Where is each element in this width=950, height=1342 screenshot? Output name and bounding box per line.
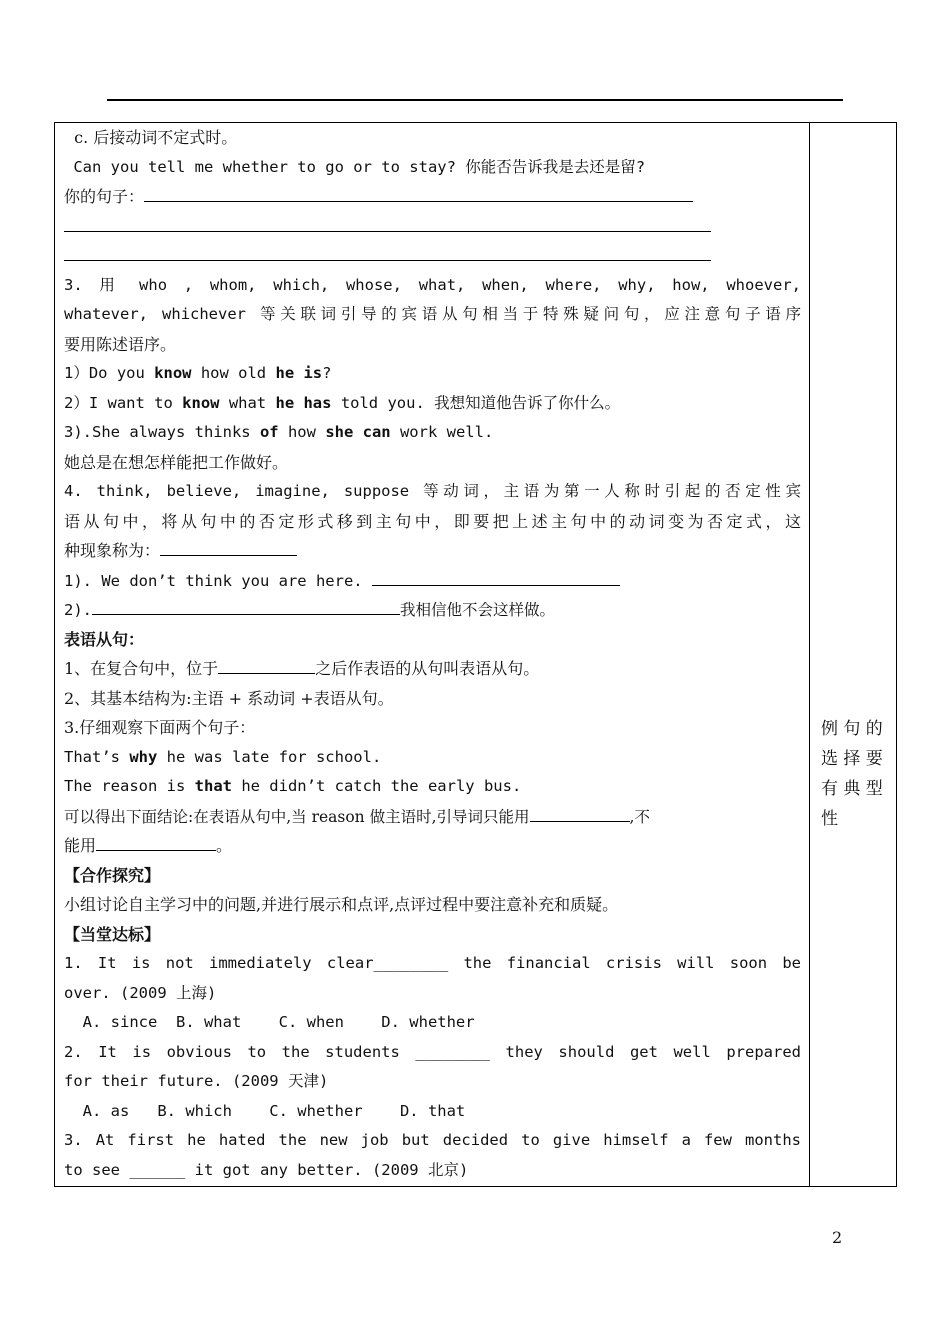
- text-line: 能用 。: [64, 831, 801, 861]
- side-note-line: 选 择 要: [821, 749, 883, 769]
- answer-blank[interactable]: [64, 212, 711, 232]
- text-line: to see ______ it got any better. (2009 北京): [64, 1160, 469, 1179]
- text-line: 4. think, believe, imagine, suppose 等动词，主语为第一人称时引起的否定性宾: [64, 482, 801, 500]
- question-2-options: A. as B. which C. whether D. that: [64, 1101, 466, 1120]
- side-note-line: 例 句 的: [821, 719, 883, 739]
- side-note: [821, 714, 889, 834]
- text-line: 2、其基本结构为:主语 + 系动词 +表语从句。: [64, 688, 394, 708]
- side-note-line: 有 典 型: [821, 779, 883, 799]
- answer-blank[interactable]: [218, 654, 315, 674]
- text-line: 1）Do you know how old he is?: [64, 364, 332, 382]
- text-line: 种现象称为：: [64, 536, 801, 566]
- answer-blank[interactable]: [64, 241, 711, 261]
- text-line: 2). 我相信他不会这样做。: [64, 595, 801, 625]
- text-line: 可以得出下面结论:在表语从句中,当 reason 做主语时,引导词只能用 ,不: [64, 802, 801, 832]
- text-line: 3.仔细观察下面两个句子：: [64, 718, 256, 737]
- question-2: 2. It is obvious to the students ________ they should get well prepared: [64, 1042, 801, 1061]
- text-line: 语从句中，将从句中的否定形式移到主句中，即要把上述主句中的动词变为否定式，这: [64, 511, 801, 531]
- answer-line[interactable]: [64, 212, 801, 242]
- answer-blank[interactable]: [160, 536, 297, 556]
- section-heading: 表语从句：: [64, 629, 145, 649]
- page-number: 2: [832, 1228, 843, 1247]
- text-line: 小组讨论自主学习中的问题,并进行展示和点评,点评过程中要注意补充和质疑。: [64, 895, 619, 914]
- text-line: 她总是在想怎样能把工作做好。: [64, 452, 289, 472]
- answer-blank[interactable]: [96, 831, 216, 851]
- header-rule: [107, 99, 843, 101]
- text-line: 3. 用 who , whom, which, whose, what, when, where, why, how, whoever,: [64, 275, 801, 294]
- answer-blank[interactable]: [92, 595, 400, 615]
- text-line: 1、在复合句中，位于 之后作表语的从句叫表语从句。: [64, 654, 801, 684]
- text-line: 你的句子：: [64, 182, 801, 212]
- section-heading: 【合作探究】: [64, 865, 161, 885]
- text-line: The reason is that he didn’t catch the early bus.: [64, 777, 522, 795]
- text-line: That’s why he was late for school.: [64, 747, 382, 766]
- text-line: c. 后接动词不定式时。: [64, 128, 238, 147]
- answer-line[interactable]: [64, 241, 801, 271]
- text-line: whatever, whichever 等关联词引导的宾语从句相当于特殊疑问句，应注意句子语序: [64, 305, 801, 323]
- main-column: [64, 123, 801, 1185]
- text-line: for their future. (2009 天津): [64, 1072, 329, 1090]
- question-1: 1. It is not immediately clear________ the financial crisis will soon be: [64, 954, 801, 972]
- side-note-line: 性: [821, 809, 838, 829]
- text-line: 要用陈述语序。: [64, 334, 177, 354]
- text-line: 1). We don’t think you are here.: [64, 566, 801, 596]
- answer-blank[interactable]: [372, 566, 620, 586]
- answer-blank[interactable]: [530, 802, 630, 822]
- column-divider: [809, 122, 810, 1187]
- text-line: 2）I want to know what he has told you. 我想知道他告诉了你什么。: [64, 393, 621, 412]
- text-line: 3).She always thinks of how she can work well.: [64, 423, 494, 441]
- text-line: over. (2009 上海): [64, 983, 217, 1002]
- answer-blank[interactable]: [144, 182, 693, 202]
- question-1-options: A. since B. what C. when D. whether: [64, 1013, 475, 1031]
- text-line: Can you tell me whether to go or to stay? 你能否告诉我是去还是留?: [64, 157, 646, 176]
- question-3: 3. At first he hated the new job but decided to give himself a few months: [64, 1131, 801, 1149]
- section-heading: 【当堂达标】: [64, 924, 161, 944]
